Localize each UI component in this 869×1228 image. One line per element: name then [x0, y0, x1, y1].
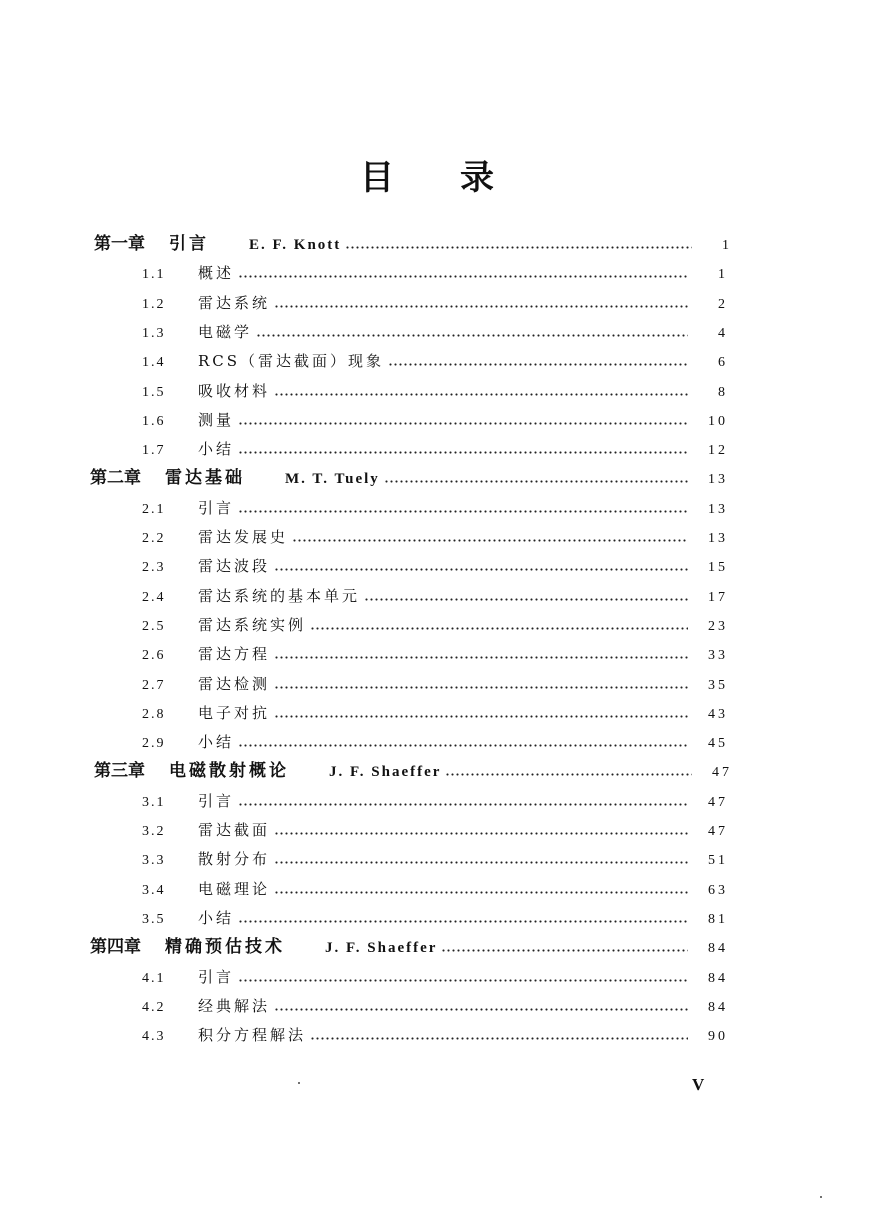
toc-section-row — [142, 668, 728, 694]
chapter-title: 雷达基础 — [165, 468, 245, 489]
toc-chapter-row — [94, 755, 732, 781]
section-number: 1.7 — [142, 443, 166, 459]
toc-section-row — [142, 873, 728, 899]
chapter-label: 第二章 — [90, 468, 141, 489]
chapter-page-number: 84 — [708, 941, 728, 957]
toc-section-row — [142, 580, 728, 606]
leader-dots — [364, 598, 688, 601]
section-number: 3.1 — [142, 794, 166, 810]
toc-section-row — [142, 961, 728, 987]
leader-dots — [445, 773, 692, 776]
section-page-number: 33 — [708, 648, 728, 664]
chapter-title: 精确预估技术 — [165, 937, 285, 958]
leader-dots — [238, 510, 688, 513]
section-number: 2.9 — [142, 736, 166, 752]
section-number: 2.7 — [142, 677, 166, 693]
section-page-number: 43 — [708, 706, 728, 722]
section-title: 小结 — [198, 440, 235, 459]
section-number: 4.1 — [142, 970, 166, 986]
leader-dots — [274, 656, 688, 659]
leader-dots — [310, 1037, 688, 1040]
chapter-author: E. F. Knott — [249, 237, 342, 253]
leader-dots — [310, 627, 688, 630]
toc-section-row — [142, 814, 728, 840]
section-page-number: 47 — [708, 794, 728, 810]
section-title: 雷达系统实例 — [198, 615, 307, 634]
section-number: 2.6 — [142, 648, 166, 664]
leader-dots — [274, 686, 688, 689]
leader-dots — [238, 451, 688, 454]
scan-speck — [298, 1082, 300, 1084]
leader-dots — [345, 246, 692, 249]
section-title: 雷达方程 — [198, 645, 271, 664]
section-page-number: 63 — [708, 882, 728, 898]
toc-section-row — [142, 257, 728, 283]
section-page-number: 13 — [708, 531, 728, 546]
section-number: 3.2 — [142, 824, 166, 839]
leader-dots — [274, 393, 688, 396]
leader-dots — [441, 949, 688, 952]
toc-section-row — [142, 316, 728, 342]
toc-section-row — [142, 521, 728, 547]
toc-section-row — [142, 404, 728, 430]
section-number: 4.2 — [142, 999, 166, 1015]
section-title: 吸收材料 — [198, 381, 271, 400]
section-number: 1.1 — [142, 267, 166, 283]
toc-section-row — [142, 843, 728, 869]
leader-dots — [274, 832, 688, 835]
chapter-label: 第三章 — [94, 761, 145, 782]
section-title: 经典解法 — [198, 996, 271, 1015]
section-page-number: 90 — [708, 1029, 728, 1045]
section-page-number: 2 — [718, 296, 728, 312]
section-title: 雷达波段 — [198, 557, 271, 576]
section-page-number: 13 — [708, 501, 728, 517]
toc-section-row — [142, 902, 728, 928]
page-roman-numeral: V — [692, 1075, 705, 1094]
section-page-number: 1 — [718, 267, 728, 283]
toc-section-row — [142, 433, 728, 459]
title-char-1: 目 — [360, 158, 396, 198]
section-page-number: 47 — [708, 824, 728, 839]
leader-dots — [274, 861, 688, 864]
toc-section-row — [142, 492, 728, 518]
section-title: 引言 — [198, 791, 235, 810]
leader-dots — [274, 715, 688, 718]
leader-dots — [256, 334, 688, 337]
title-char-2: 录 — [460, 158, 496, 198]
section-page-number: 84 — [708, 970, 728, 986]
toc-section-row — [142, 375, 728, 401]
chapter-page-number: 47 — [712, 765, 732, 781]
leader-dots — [238, 275, 688, 278]
chapter-label: 第一章 — [94, 234, 145, 254]
toc-chapter-row — [90, 931, 728, 957]
leader-dots — [238, 744, 688, 747]
chapter-title: 引言 — [169, 234, 209, 254]
chapter-author: J. F. Shaeffer — [329, 764, 442, 781]
leader-dots — [274, 1008, 688, 1011]
leader-dots — [274, 305, 688, 308]
section-number: 1.2 — [142, 296, 166, 312]
section-title: 引言 — [198, 498, 235, 517]
section-title: 电子对抗 — [198, 703, 271, 722]
section-title: 小结 — [198, 908, 235, 927]
section-page-number: 23 — [708, 618, 728, 634]
section-title: 概述 — [198, 264, 235, 283]
toc-section-row — [142, 726, 728, 752]
section-title: 小结 — [198, 733, 235, 752]
section-number: 1.4 — [142, 355, 166, 371]
leader-dots — [238, 803, 688, 806]
section-page-number: 8 — [718, 384, 728, 400]
section-title: 雷达系统 — [198, 293, 271, 312]
leader-dots — [388, 363, 688, 366]
section-title: 雷达发展史 — [198, 528, 289, 546]
section-number: 2.8 — [142, 706, 166, 722]
leader-dots — [292, 539, 688, 542]
toc-section-row — [142, 638, 728, 664]
section-title: 雷达截面 — [198, 821, 271, 839]
section-title: 积分方程解法 — [198, 1026, 307, 1045]
section-page-number: 4 — [718, 325, 728, 341]
section-page-number: 81 — [708, 911, 728, 927]
section-number: 3.3 — [142, 853, 166, 869]
section-title: 雷达系统的基本单元 — [198, 586, 361, 605]
chapter-author: J. F. Shaeffer — [325, 940, 438, 957]
section-page-number: 45 — [708, 736, 728, 752]
section-number: 1.3 — [142, 325, 166, 341]
section-title: 雷达检测 — [198, 674, 271, 693]
section-title: 电磁学 — [198, 322, 253, 341]
toc-section-row — [142, 287, 728, 313]
section-page-number: 35 — [708, 677, 728, 693]
section-number: 2.2 — [142, 531, 166, 546]
chapter-page-number: 13 — [708, 472, 728, 488]
leader-dots — [274, 891, 688, 894]
toc-section-row — [142, 990, 728, 1016]
chapter-page-number: 1 — [722, 238, 732, 253]
section-number: 2.4 — [142, 589, 166, 605]
leader-dots — [384, 480, 688, 483]
section-number: 2.5 — [142, 618, 166, 634]
section-number: 1.5 — [142, 384, 166, 400]
section-title: 电磁理论 — [198, 879, 271, 898]
toc-section-row — [142, 609, 728, 635]
scan-speck — [820, 1196, 822, 1198]
section-number: 1.6 — [142, 413, 166, 429]
section-page-number: 15 — [708, 560, 728, 576]
toc-section-row — [142, 1019, 728, 1045]
section-title: 测量 — [198, 410, 235, 429]
section-page-number: 6 — [718, 355, 728, 371]
toc-section-row — [142, 550, 728, 576]
toc-chapter-row — [94, 228, 732, 254]
section-page-number: 84 — [708, 999, 728, 1015]
section-number: 3.4 — [142, 882, 166, 898]
leader-dots — [274, 568, 688, 571]
section-page-number: 51 — [708, 853, 728, 869]
section-title: 引言 — [198, 967, 235, 986]
leader-dots — [238, 920, 688, 923]
leader-dots — [238, 979, 688, 982]
section-number: 4.3 — [142, 1029, 166, 1045]
section-page-number: 10 — [708, 413, 728, 429]
toc-section-row — [142, 345, 728, 371]
chapter-label: 第四章 — [90, 937, 141, 958]
leader-dots — [238, 422, 688, 425]
toc-section-row — [142, 785, 728, 811]
toc-section-row — [142, 697, 728, 723]
chapter-author: M. T. Tuely — [285, 471, 380, 488]
section-number: 2.3 — [142, 560, 166, 576]
section-number: 3.5 — [142, 911, 166, 927]
chapter-title: 电磁散射概论 — [169, 761, 289, 782]
section-number: 2.1 — [142, 501, 166, 517]
section-title: RCS（雷达截面）现象 — [198, 352, 385, 371]
toc-chapter-row — [90, 462, 728, 488]
section-page-number: 17 — [708, 589, 728, 605]
section-title: 散射分布 — [198, 850, 271, 869]
section-page-number: 12 — [708, 443, 728, 459]
